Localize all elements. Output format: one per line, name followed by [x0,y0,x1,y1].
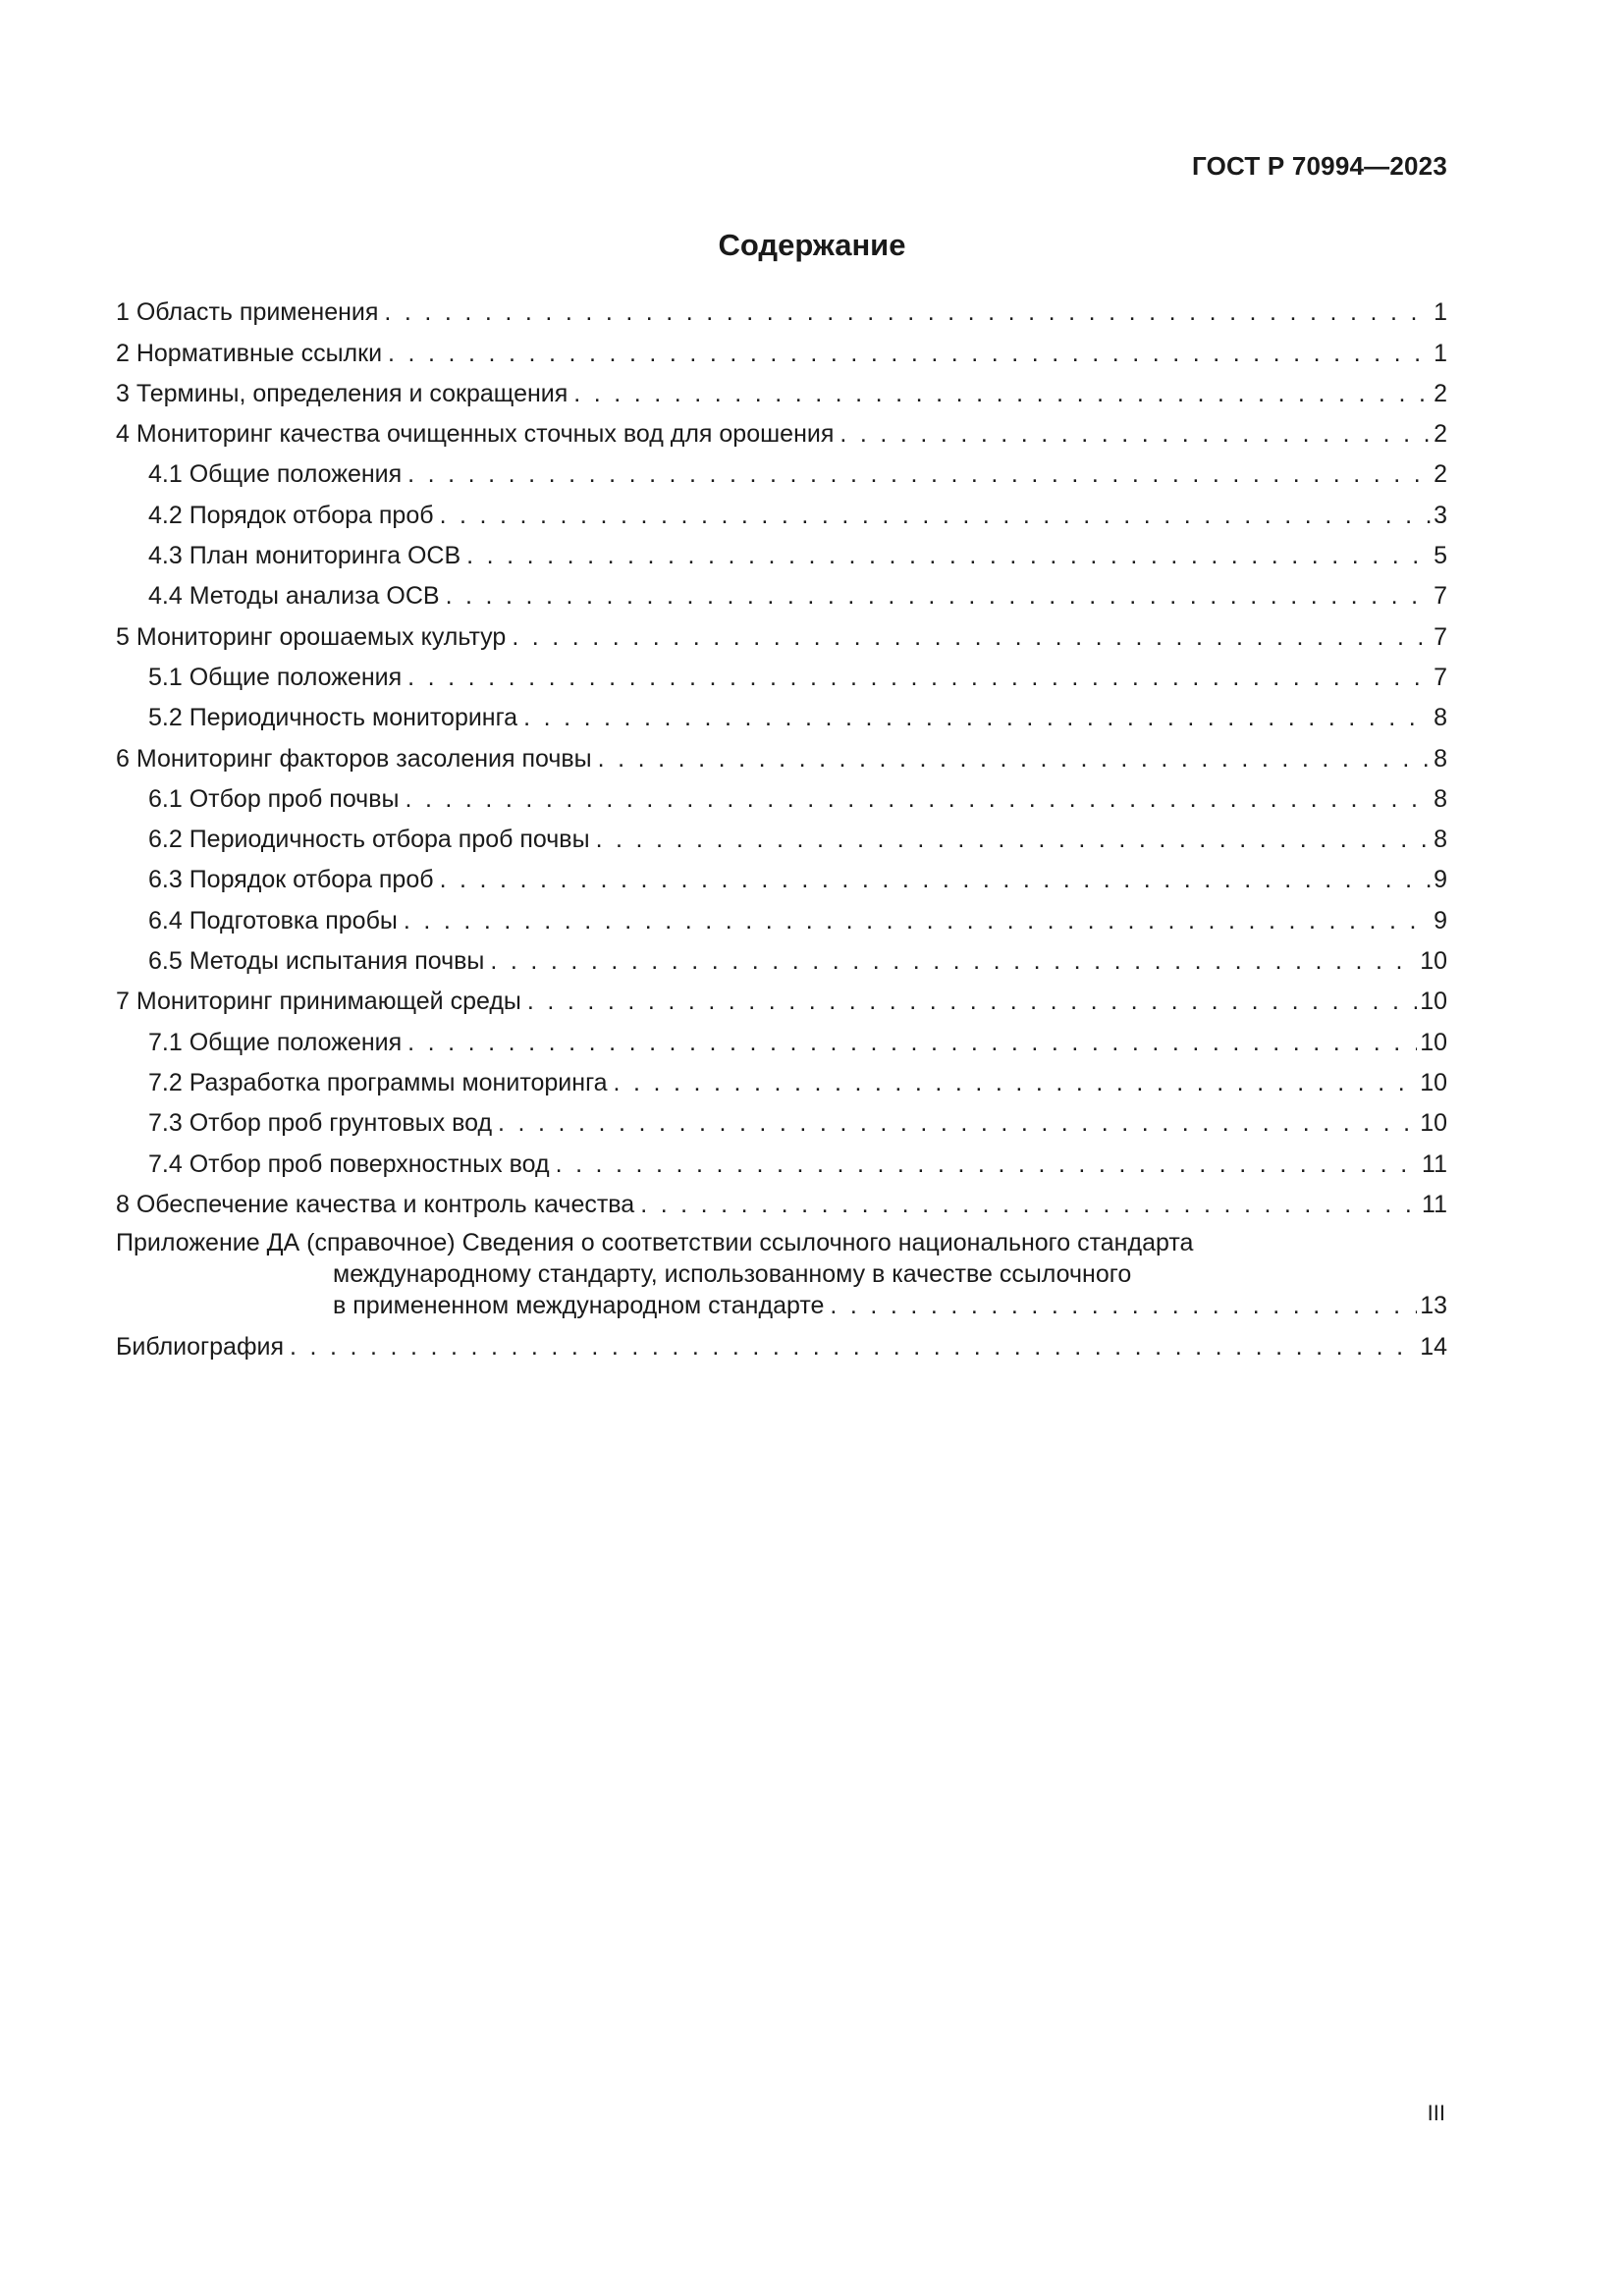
toc-entry-label: 2 Нормативные ссылки [116,339,383,367]
toc-annex-line: Приложение ДА (справочное) Сведения о соответствии ссылочного национального стандарта [116,1228,1194,1256]
toc-subentry[interactable] [116,774,1447,814]
toc-entry[interactable] [116,732,1447,773]
toc-entry-label: 6.2 Периодичность отбора проб почвы [148,826,590,854]
toc-leader-dots [573,379,1431,408]
toc-entry-page: 13 [1420,1291,1447,1319]
toc-entry-label: Библиография [116,1333,285,1362]
toc-subentry[interactable] [116,1097,1447,1138]
toc-entry-page: 10 [1420,1068,1447,1096]
toc-entry-label: 6.5 Методы испытания почвы [148,947,485,976]
toc-entry-page: 1 [1434,298,1447,327]
toc-entry-bibliography[interactable] [116,1321,1447,1362]
toc-entry-page: 2 [1434,379,1447,407]
toc-leader-dots [640,1190,1419,1219]
toc-subentry[interactable] [116,894,1447,934]
toc-entry-page: 11 [1422,1190,1447,1218]
toc-entry-label: 7 Мониторинг принимающей среды [116,988,521,1016]
toc-entry-page: 8 [1434,826,1447,854]
toc-entry-label: 7.1 Общие положения [148,1028,403,1056]
toc-entry[interactable] [116,408,1447,449]
toc-annex-line: в примененном международном стандарте [333,1291,825,1319]
toc-annex-line: международному стандарту, использованному в качестве ссылочного [333,1259,1132,1288]
toc-entry-page: 2 [1434,420,1447,449]
toc-entry-page: 8 [1434,744,1447,773]
toc-leader-dots [440,865,1432,894]
toc-subentry[interactable] [116,854,1447,894]
toc-entry[interactable] [116,976,1447,1016]
page-number: III [1427,2101,1445,2125]
table-of-contents [116,287,1447,1362]
toc-subentry[interactable] [116,1057,1447,1097]
toc-entry[interactable] [116,1179,1447,1219]
toc-entry-page: 7 [1434,663,1447,691]
toc-leader-dots [598,744,1431,774]
toc-annex-last-line [116,1290,1447,1321]
toc-entry-label: 7.2 Разработка программы мониторинга [148,1068,608,1096]
toc-entry-label: 4.2 Порядок отбора проб [148,501,434,529]
toc-annex-entry[interactable] [116,1219,1447,1321]
toc-leader-dots [556,1149,1419,1179]
toc-leader-dots [388,339,1431,368]
toc-entry-page: 8 [1434,784,1447,813]
toc-entry-label: 6 Мониторинг факторов засоления почвы [116,744,592,773]
toc-subentry[interactable] [116,1016,1447,1056]
toc-entry-label: 4 Мониторинг качества очищенных сточных вод для орошения [116,420,835,449]
toc-leader-dots [404,906,1431,935]
toc-leader-dots [407,1028,1417,1057]
toc-entry-page: 1 [1434,339,1447,367]
toc-subentry[interactable] [116,814,1447,854]
toc-leader-dots [440,501,1432,530]
toc-leader-dots [512,622,1431,652]
toc-subentry[interactable] [116,489,1447,529]
toc-entry-label: 6.4 Подготовка пробы [148,906,398,934]
toc-leader-dots [405,784,1431,814]
toc-leader-dots [407,663,1431,692]
toc-leader-dots [466,541,1431,570]
toc-entry-label: 6.1 Отбор проб почвы [148,784,400,813]
toc-subentry[interactable] [116,692,1447,732]
toc-leader-dots [596,825,1432,854]
toc-entry[interactable] [116,611,1447,651]
toc-leader-dots [490,946,1417,976]
toc-leader-dots [498,1108,1417,1138]
toc-entry-label: 7.3 Отбор проб грунтовых вод [148,1109,493,1138]
toc-leader-dots [523,703,1431,732]
toc-entry[interactable] [116,368,1447,408]
toc-entry-label: 8 Обеспечение качества и контроль качества [116,1190,635,1218]
toc-entry-label: 5.1 Общие положения [148,663,403,691]
toc-leader-dots [446,581,1432,611]
toc-entry-label: 4.3 План мониторинга ОСВ [148,542,461,570]
toc-entry-page: 9 [1434,866,1447,894]
toc-subentry[interactable] [116,652,1447,692]
toc-entry-page: 9 [1434,906,1447,934]
toc-entry-page: 5 [1434,542,1447,570]
toc-leader-dots [839,419,1431,449]
toc-leader-dots [290,1332,1417,1362]
toc-subentry[interactable] [116,935,1447,976]
toc-entry-page: 8 [1434,704,1447,732]
toc-entry-page: 7 [1434,582,1447,611]
toc-entry-page: 10 [1420,988,1447,1016]
toc-leader-dots [614,1068,1418,1097]
toc-leader-dots [384,297,1431,327]
toc-leader-dots [527,987,1417,1016]
toc-entry[interactable] [116,327,1447,367]
toc-entry-label: 7.4 Отбор проб поверхностных вод [148,1149,550,1178]
toc-entry-page: 11 [1422,1149,1447,1178]
toc-entry-page: 10 [1420,1109,1447,1138]
toc-entry-label: 5 Мониторинг орошаемых культур [116,622,507,651]
toc-entry-label: 1 Область применения [116,298,379,327]
toc-subentry[interactable] [116,1138,1447,1178]
toc-entry-label: 6.3 Порядок отбора проб [148,866,434,894]
toc-entry-page: 7 [1434,622,1447,651]
standard-code: ГОСТ Р 70994—2023 [1192,151,1447,181]
toc-entry-label: 4.1 Общие положения [148,460,403,489]
toc-entry-label: 3 Термины, определения и сокращения [116,379,568,407]
toc-entry-page: 2 [1434,460,1447,489]
toc-entry-label: 4.4 Методы анализа ОСВ [148,582,440,611]
toc-title: Содержание [718,228,906,262]
toc-entry-page: 10 [1420,947,1447,976]
toc-subentry[interactable] [116,449,1447,489]
toc-leader-dots [830,1290,1417,1321]
toc-entry-page: 10 [1420,1028,1447,1056]
toc-entry-page: 14 [1420,1333,1447,1362]
toc-subentry[interactable] [116,570,1447,611]
toc-entry-label: 5.2 Периодичность мониторинга [148,704,518,732]
toc-leader-dots [407,459,1431,489]
toc-entry[interactable] [116,287,1447,327]
toc-entry-page: 3 [1434,501,1447,529]
toc-subentry[interactable] [116,530,1447,570]
